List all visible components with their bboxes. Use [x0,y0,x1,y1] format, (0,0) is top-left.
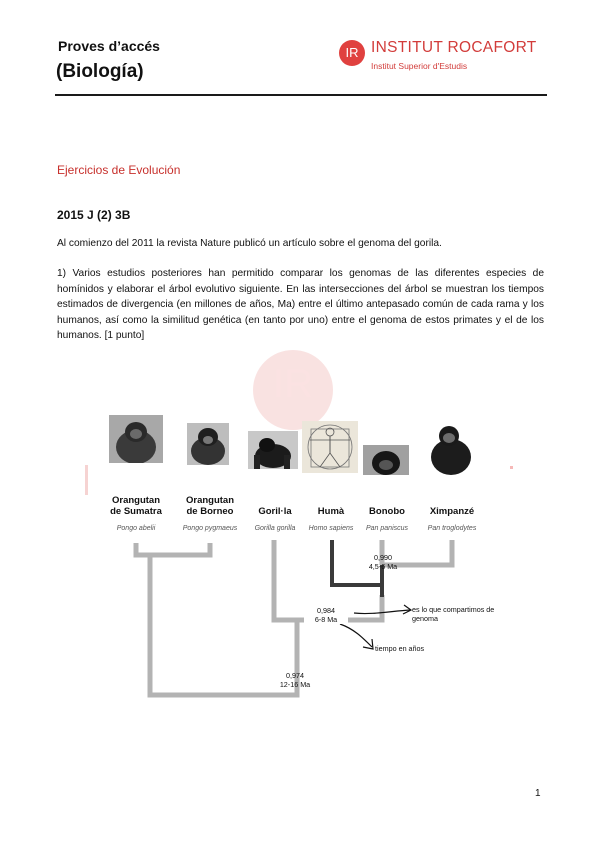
intro-paragraph: Al comienzo del 2011 la revista Nature publicó un artículo sobre el genoma del gorila. [57,238,442,249]
phylogenetic-tree-figure [92,415,512,715]
species-name-orangutan-sumatra: Orangutan de Sumatra [110,495,162,517]
institut-name: INSTITUT ROCAFORT [371,39,537,56]
species-name-orangutan-borneo: Orangutan de Borneo [185,495,235,517]
header-subject: (Biología) [56,61,144,82]
branch-orangutan-sumatra [136,543,150,625]
header-divider [55,94,547,96]
tree-branches [92,415,512,715]
section-title: Ejercicios de Evolución [57,163,181,177]
question-paragraph: 1) Varios estudios posteriores han permitido comparar los genomas de las diferentes especies de homínidos y elaborar el árbol evolutivo siguiente. En las intersecciones del árbol se muestran los tiempos estimados de divergencia (en millones de años, Ma) entre el último antepasado común de cada rama y los humanos, así como la similitud genética (en tanto por uno) entre el genoma de estos primates y el de los humanos. [1 punto] [57,268,544,341]
watermark-text: IR [273,362,313,406]
species-name-gorilla: Goril·la [258,506,292,517]
header-title: Proves d’accés [58,38,160,54]
node-label-human-pan: 0,990 4,5-6 Ma [368,553,398,571]
institut-logo-icon: IR [339,40,365,66]
scientific-name-chimpanzee: Pan troglodytes [427,525,477,532]
scientific-name-orangutan-borneo: Pongo pygmaeus [182,525,238,532]
institut-subtitle: Institut Superior d'Estudis [371,61,468,71]
scientific-name-bonobo: Pan paniscus [365,525,409,532]
arrow-time [340,624,372,647]
species-name-chimpanzee: Ximpanzé [429,506,475,517]
node-label-gorilla: 0,984 6-8 Ma [304,606,348,624]
exam-code: 2015 J (2) 3B [57,208,131,222]
page-number: 1 [535,788,541,799]
annotation-genome: es lo que compartimos de genoma [412,605,495,623]
scientific-name-gorilla: Gorilla gorilla [254,525,296,532]
scientific-name-orangutan-sumatra: Pongo abelii [116,525,156,532]
watermark-stroke [85,465,88,495]
scientific-name-human: Homo sapiens [308,525,354,532]
node-label-root: 0,974 12-16 Ma [279,671,311,689]
annotation-time: tiempo en años [375,644,425,653]
branch-gorilla [274,540,297,620]
species-name-human: Humà [317,506,345,517]
species-name-bonobo: Bonobo [369,506,405,517]
